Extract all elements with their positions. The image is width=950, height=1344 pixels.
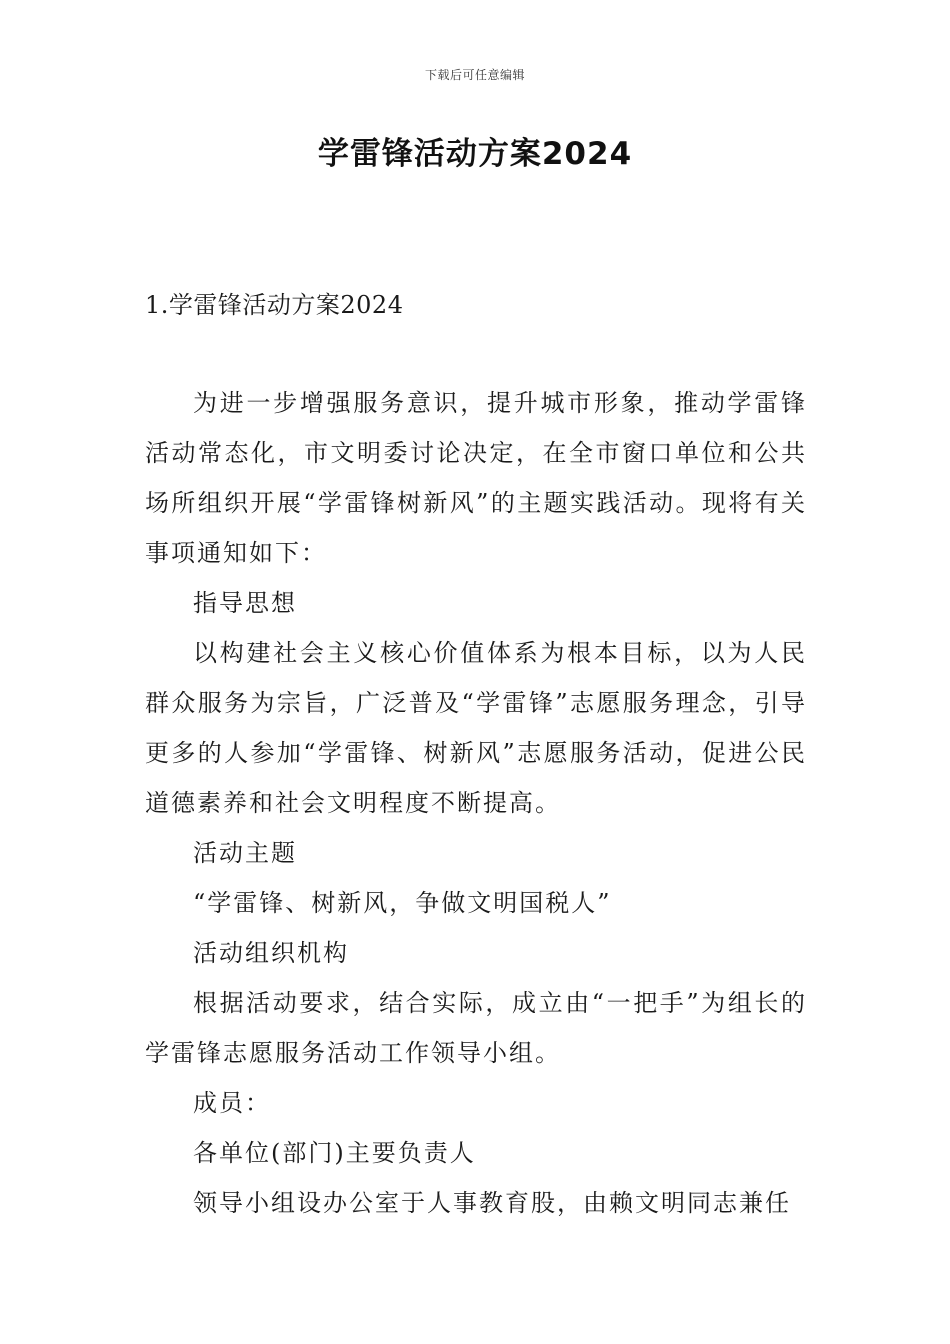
paragraph-guiding-ideology: 以构建社会主义核心价值体系为根本目标，以为人民群众服务为宗旨，广泛普及“学雷锋”志愿服务理念，引导更多的人参加“学雷锋、树新风”志愿服务活动，促进公民道德素养和社会文明程度不断提高。 [145,639,807,817]
document-title: 学雷锋活动方案2024 [317,136,633,172]
paragraph-office: 领导小组设办公室于人事教育股，由赖文明同志兼任 [193,1189,791,1217]
heading-guiding-ideology: 指导思想 [193,589,297,617]
heading-organization: 活动组织机构 [193,939,349,967]
document-body [145,280,807,1228]
spacer [145,330,807,378]
paragraph-organization: 根据活动要求，结合实际，成立由“一把手”为组长的学雷锋志愿服务活动工作领导小组。 [145,989,807,1067]
section-heading: 1.学雷锋活动方案2024 [145,291,404,319]
header-note: 下载后可任意编辑 [424,68,525,82]
paragraph-members: 各单位(部门)主要负责人 [193,1139,476,1167]
paragraph-activity-theme: “学雷锋、树新风，争做文明国税人” [193,889,612,917]
paragraph-intro: 为进一步增强服务意识，提升城市形象，推动学雷锋活动常态化，市文明委讨论决定，在全市窗口单位和公共场所组织开展“学雷锋树新风”的主题实践活动。现将有关事项通知如下： [145,389,807,567]
heading-activity-theme: 活动主题 [193,839,297,867]
paragraph-members-label: 成员： [193,1089,271,1117]
